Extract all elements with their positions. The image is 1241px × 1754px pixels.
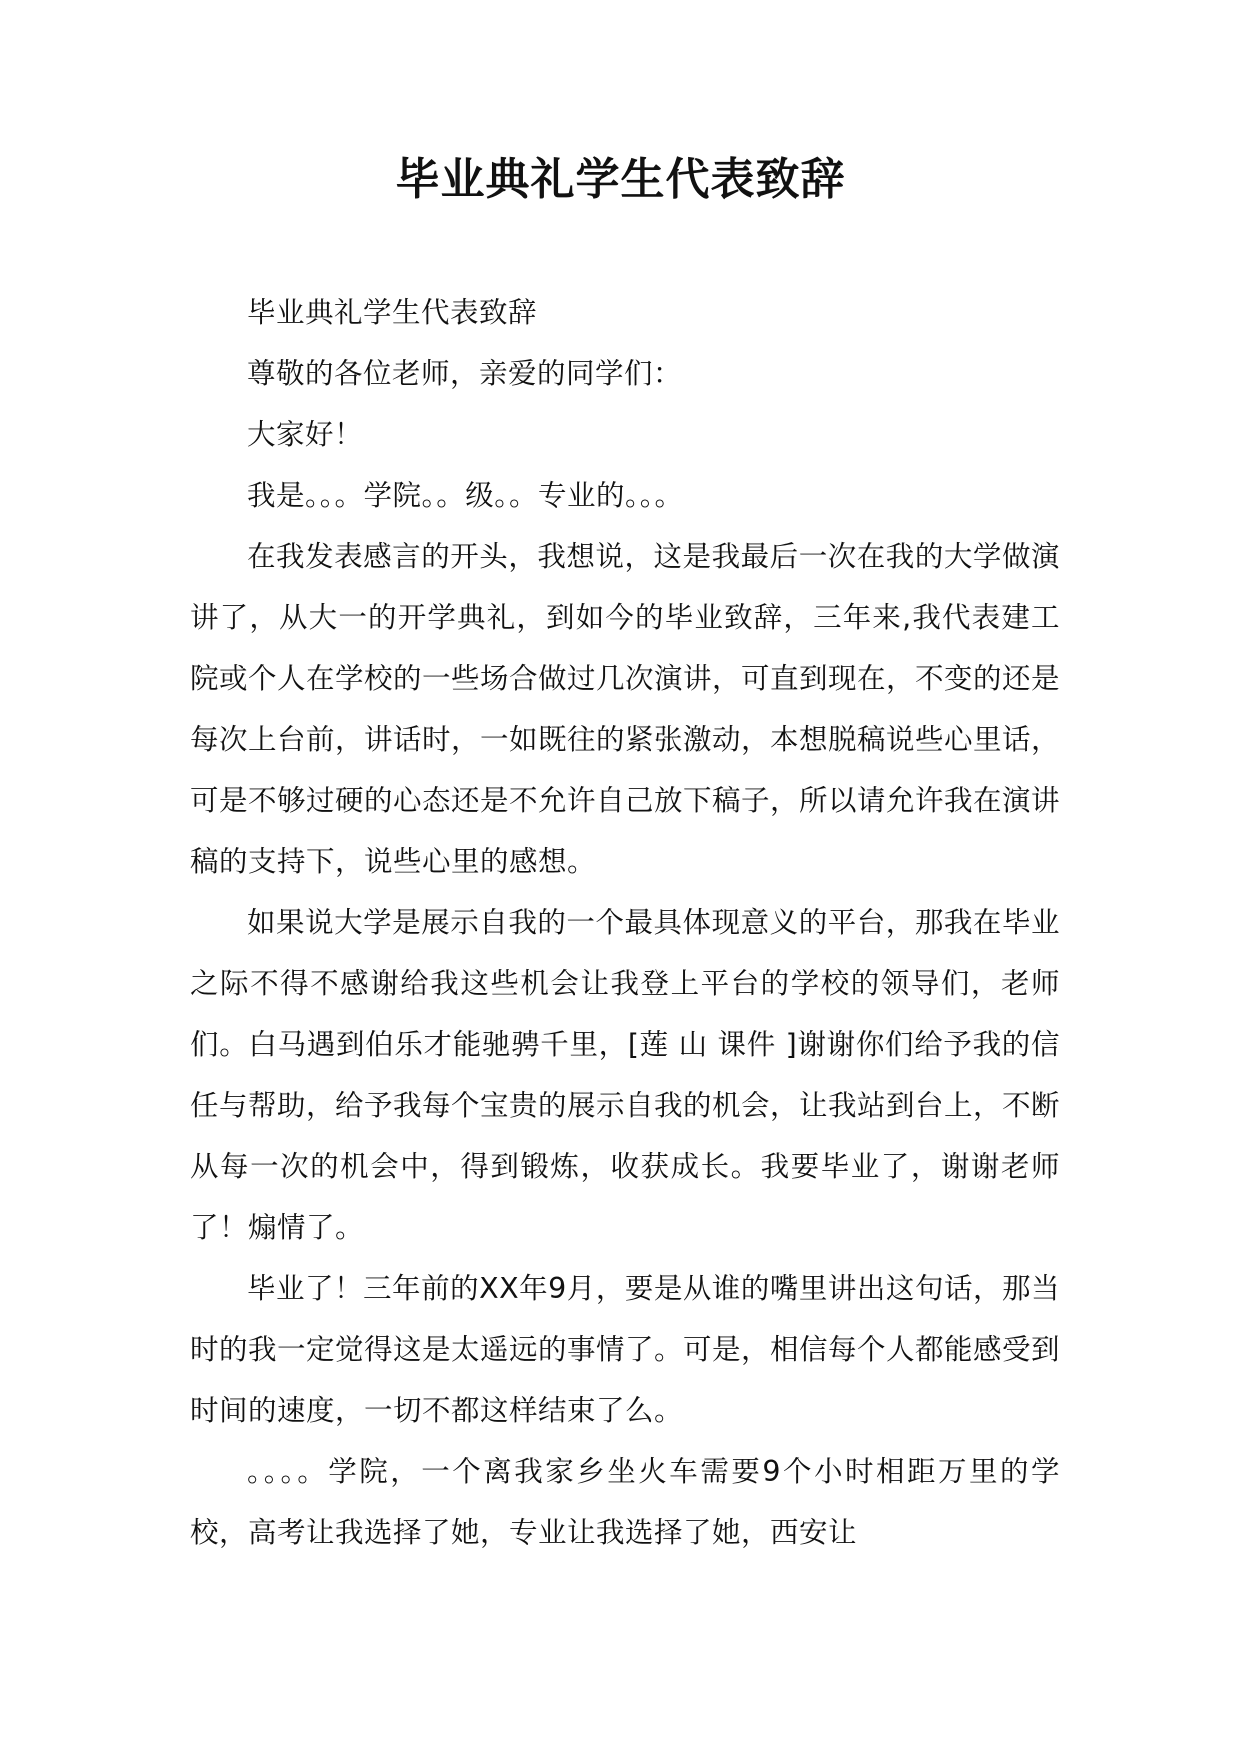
paragraph: 毕业了！三年前的XX年9月，要是从谁的嘴里讲出这句话，那当时的我一定觉得这是太遥远的事情了。可是，相信每个人都能感受到时间的速度，一切不都这样结束了么。 — [190, 1272, 1061, 1427]
paragraph-heading: 毕业典礼学生代表致辞 — [247, 296, 538, 329]
paragraph: 如果说大学是展示自我的一个最具体现意义的平台，那我在毕业之际不得不感谢给我这些机会让我登上平台的学校的领导们，老师们。白马遇到伯乐才能驰骋千里，[莲 山 课件 ]谢谢你们给予我的信任与帮助，给予我每个宝贵的展示自我的机会，让我站到台上，不断从每一次的机会中，得到锻炼，收获成长。我要毕业了，谢谢老师了！煽情了。 — [190, 906, 1061, 1244]
paragraph: 。。。。学院，一个离我家乡坐火车需要9个小时相距万里的学校，高考让我选择了她，专业让我选择了她，西安让 — [190, 1455, 1060, 1549]
paragraph-salutation: 尊敬的各位老师，亲爱的同学们： — [247, 357, 683, 390]
paragraph: 在我发表感言的开头，我想说，这是我最后一次在我的大学做演讲了，从大一的开学典礼，到如今的毕业致辞，三年来,我代表建工院或个人在学校的一些场合做过几次演讲，可直到现在，不变的还是每次上台前，讲话时，一如既往的紧张激动，本想脱稿说些心里话，可是不够过硬的心态还是不允许自己放下稿子，所以请允许我在演讲稿的支持下，说些心里的感想。 — [190, 540, 1061, 878]
paragraph-introduction: 我是。。。学院。。级。。专业的。。。 — [247, 479, 684, 512]
document-body — [190, 282, 1060, 1563]
document-title: 毕业典礼学生代表致辞 — [395, 154, 846, 205]
paragraph-greeting: 大家好！ — [247, 418, 364, 451]
